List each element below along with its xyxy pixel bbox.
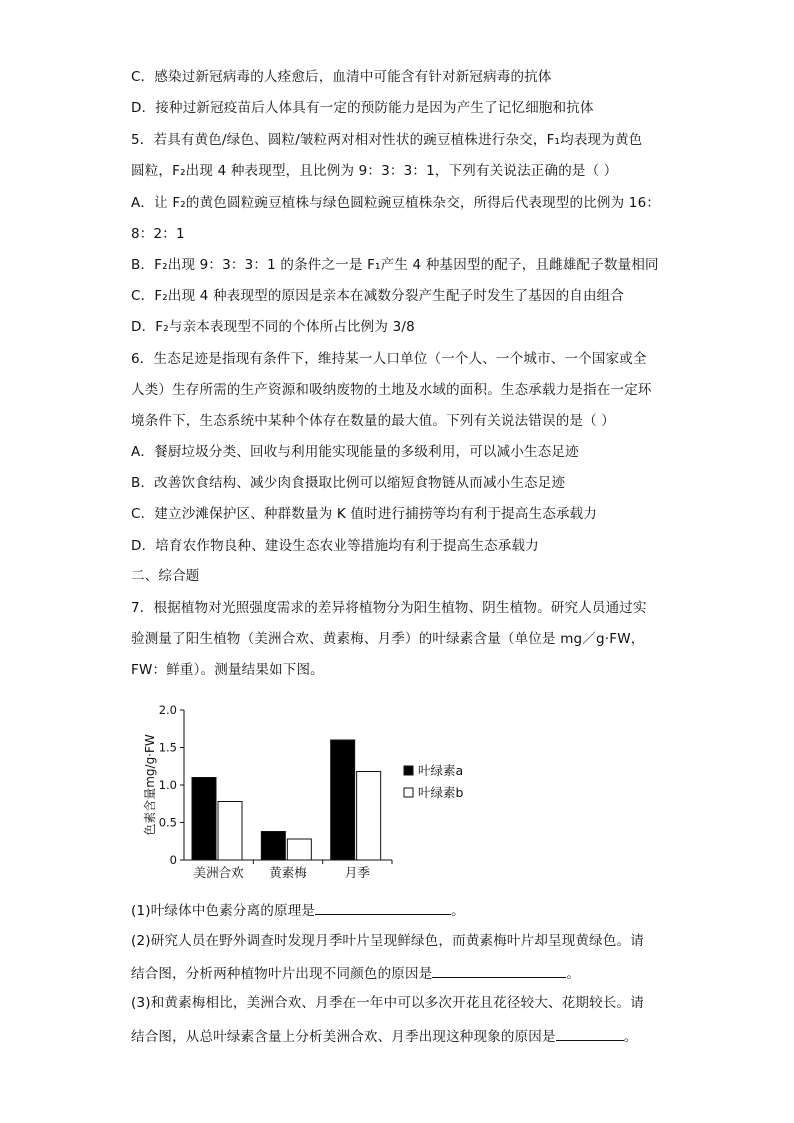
legend-swatch bbox=[404, 788, 413, 797]
text-line: 5．若具有黄色/绿色、圆粒/皱粒两对相对性状的豌豆植株进行杂交，F₁均表现为黄色 bbox=[131, 132, 643, 148]
question-prompt: (1)叶绿体中色素分离的原理是 bbox=[131, 903, 316, 919]
question-prompt: 结合图，分析两种植物叶片出现不同颜色的原因是 bbox=[131, 966, 433, 982]
y-tick-label: 1.0 bbox=[158, 778, 177, 792]
text-line: FW：鲜重）。测量结果如下图。 bbox=[131, 662, 324, 678]
text-line: 7．根据植物对光照强度需求的差异将植物分为阳生植物、阴生植物。研究人员通过实 bbox=[131, 600, 647, 616]
y-tick-label: 1.5 bbox=[158, 740, 177, 755]
bar-chlorophyll-a bbox=[331, 740, 355, 860]
sub-question-line: (3)和黄素梅相比，美洲合欢、月季在一年中可以多次开花且花径较大、花期较长。请 bbox=[131, 995, 644, 1011]
text-line: 人类）生存所需的生产资源和吸纳废物的土地及水域的面积。生态承载力是指在一定环 bbox=[131, 382, 652, 398]
legend-label: 叶绿素a bbox=[418, 763, 464, 778]
text-line: C．建立沙滩保护区、种群数量为 K 值时进行捕捞等均有利于提高生态承载力 bbox=[131, 506, 598, 522]
y-tick-label: 2.0 bbox=[158, 703, 177, 717]
text-line: B．改善饮食结构、减少肉食摄取比例可以缩短食物链从而减小生态足迹 bbox=[131, 475, 566, 491]
sub-question-line bbox=[131, 900, 465, 920]
question-end: 。 bbox=[566, 966, 581, 982]
text-line: A．让 F₂的黄色圆粒豌豆植株与绿色圆粒豌豆植株杂交，所得后代表现型的比例为 16： bbox=[131, 195, 661, 211]
text-line: 境条件下，生态系统中某种个体存在数量的最大值。下列有关说法错误的是（ ） bbox=[131, 413, 615, 429]
sub-question-line bbox=[131, 1026, 637, 1046]
text-line: C．F₂出现 4 种表现型的原因是亲本在减数分裂产生配子时发生了基因的自由组合 bbox=[131, 288, 625, 304]
text-line: 验测量了阳生植物（美洲合欢、黄素梅、月季）的叶绿素含量（单位是 mg／g·FW， bbox=[131, 631, 645, 647]
question-prompt: 结合图，从总叶绿素含量上分析美洲合欢、月季出现这种现象的原因是 bbox=[131, 1029, 556, 1045]
x-tick-label: 黄素梅 bbox=[269, 865, 307, 880]
text-line: A．餐厨垃圾分类、回收与利用能实现能量的多级利用，可以减小生态足迹 bbox=[131, 444, 579, 460]
text-line: 圆粒，F₂出现 4 种表现型，且比例为 9：3：3：1，下列有关说法正确的是（ ） bbox=[131, 163, 618, 179]
x-tick-label: 美洲合欢 bbox=[193, 865, 244, 880]
bar-chlorophyll-b bbox=[218, 802, 242, 861]
sub-question-line: (2)研究人员在野外调查时发现月季叶片呈现鲜绿色，而黄素梅叶片却呈现黄绿色。请 bbox=[131, 933, 644, 949]
chlorophyll-bar-chart bbox=[138, 700, 478, 890]
bar-chlorophyll-a bbox=[192, 778, 216, 861]
text-line: B．F₂出现 9：3：3：1 的条件之一是 F₁产生 4 种基因型的配子，且雌雄配子数量相同 bbox=[131, 257, 659, 273]
y-axis-label: 色素含量mg/g·FW bbox=[143, 734, 157, 836]
text-line: D．培育农作物良种、建设生态农业等措施均有利于提高生态承载力 bbox=[131, 538, 539, 554]
bar-chlorophyll-b bbox=[357, 772, 381, 861]
answer-blank[interactable] bbox=[556, 1026, 624, 1041]
bar-chlorophyll-b bbox=[287, 839, 311, 860]
text-line: D．F₂与亲本表现型不同的个体所占比例为 3/8 bbox=[131, 319, 415, 335]
y-tick-label: 0 bbox=[169, 853, 177, 867]
text-line: C．感染过新冠病毒的人痊愈后，血清中可能含有针对新冠病毒的抗体 bbox=[131, 69, 552, 85]
sub-question-line bbox=[131, 963, 580, 983]
bar-chlorophyll-a bbox=[261, 832, 285, 861]
text-line: 8：2：1 bbox=[131, 226, 185, 242]
legend-swatch bbox=[404, 766, 413, 775]
question-end: 。 bbox=[451, 903, 465, 919]
text-line: 二、综合题 bbox=[131, 568, 200, 584]
text-line: 6．生态足迹是指现有条件下，维持某一人口单位（一个人、一个城市、一个国家或全 bbox=[131, 351, 647, 367]
question-end: 。 bbox=[623, 1029, 638, 1045]
answer-blank[interactable] bbox=[432, 963, 566, 978]
x-tick-label: 月季 bbox=[344, 865, 370, 880]
legend-label: 叶绿素b bbox=[418, 785, 464, 800]
text-line: D．接种过新冠疫苗后人体具有一定的预防能力是因为产生了记忆细胞和抗体 bbox=[131, 100, 594, 116]
y-tick-label: 0.5 bbox=[158, 815, 177, 830]
answer-blank[interactable] bbox=[315, 900, 451, 915]
